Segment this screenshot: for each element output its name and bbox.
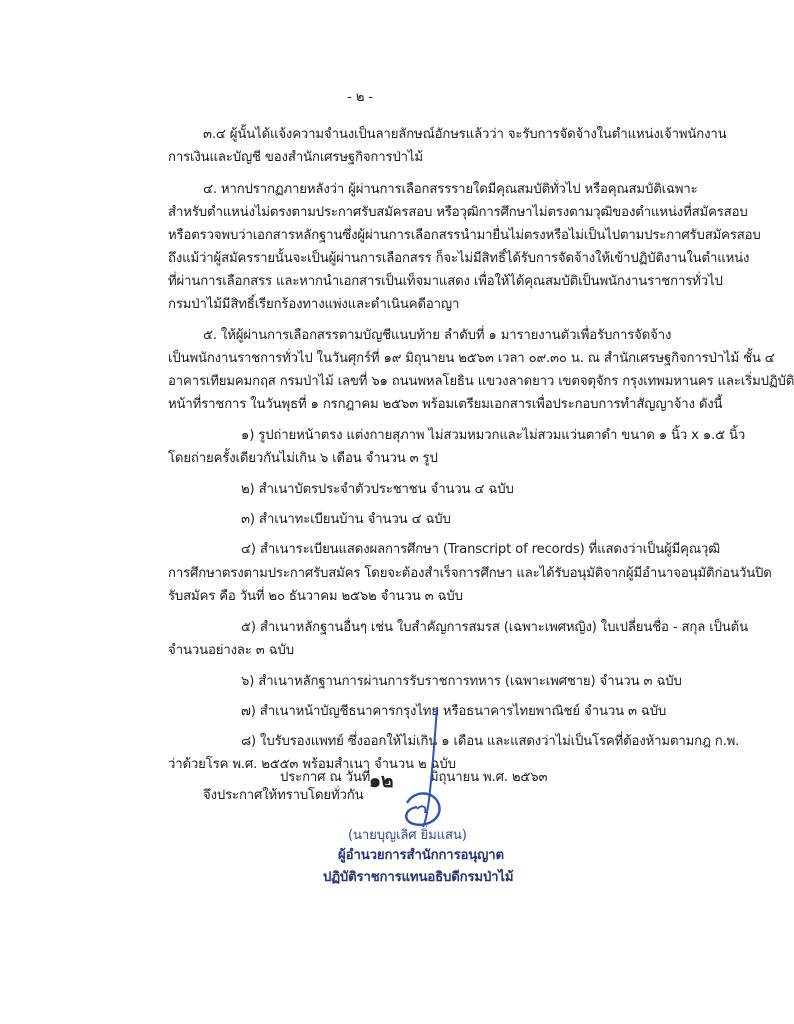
paragraph-line: กรมป่าไม้มีสิทธิ์เรียกร้องทางแพ่งและดำเนินคดีอาญา xyxy=(168,297,460,312)
page-number: - ๒ - xyxy=(347,90,373,105)
list-item: ๘) ใบรับรองแพทย์ ซึ่งออกให้ไม่เกิน ๑ เดือน และแสดงว่าไม่เป็นโรคที่ต้องห้ามตามกฎ ก.พ. xyxy=(241,734,740,749)
list-item: ๓) สำเนาทะเบียนบ้าน จำนวน ๔ ฉบับ xyxy=(241,512,451,527)
list-item: การศึกษาตรงตามประกาศรับสมัคร โดยจะต้องสำเร็จการศึกษา และได้รับอนุมัติจากผู้มีอำนาจอนุมัติก่อนวันปิด xyxy=(168,566,772,581)
list-item: ๔) สำเนาระเบียนแสดงผลการศึกษา (Transcript of records) ที่แสดงว่าเป็นผู้มีคุณวุฒิ xyxy=(241,542,720,557)
paragraph-line: ถึงแม้ว่าผู้สมัครรายนั้นจะเป็นผู้ผ่านการเลือกสรร ก็จะไม่มีสิทธิ์ได้รับการจัดจ้างให้เข้าปฏิบัติงานในตำแหน่ง xyxy=(168,251,750,266)
paragraph-line: หน้าที่ราชการ ในวันพุธที่ ๑ กรกฎาคม ๒๕๖๓ พร้อมเตรียมเอกสารเพื่อประกอบการทำสัญญาจ้าง ดังนี้ xyxy=(168,397,723,412)
paragraph-line: ๕. ให้ผู้ผ่านการเลือกสรรตามบัญชีแนบท้าย ลำดับที่ ๑ มารายงานตัวเพื่อรับการจัดจ้าง xyxy=(203,328,672,343)
list-item: จำนวนอย่างละ ๓ ฉบับ xyxy=(168,643,294,658)
date-prefix: ประกาศ ณ วันที่ xyxy=(280,770,371,785)
paragraph-line: ๔. หากปรากฏภายหลังว่า ผู้ผ่านการเลือกสรรรายใดมีคุณสมบัติทั่วไป หรือคุณสมบัติเฉพาะ xyxy=(203,182,698,197)
paragraph-line: เป็นพนักงานราชการทั่วไป ในวันศุกร์ที่ ๑๙ มิถุนายน ๒๕๖๓ เวลา ๐๙.๓๐ น. ณ สำนักเศรษฐกิจการป่าไม้ ชั้น ๔ xyxy=(168,351,775,366)
list-item: ๕) สำเนาหลักฐานอื่นๆ เช่น ใบสำคัญการสมรส (เฉพาะเพศหญิง) ใบเปลี่ยนชื่อ - สกุล เป็นต้น xyxy=(241,620,748,635)
list-item: โดยถ่ายครั้งเดียวกันไม่เกิน ๖ เดือน จำนวน ๓ รูป xyxy=(168,451,438,466)
paragraph-line: ๓.๔ ผู้นั้นได้แจ้งความจำนงเป็นลายลักษณ์อักษรแล้วว่า จะรับการจัดจ้างในตำแหน่งเจ้าพนักงาน xyxy=(203,127,727,142)
date-day: ๑๒ xyxy=(369,770,394,792)
closing-line: จึงประกาศให้ทราบโดยทั่วกัน xyxy=(203,788,364,803)
signature-mark xyxy=(395,705,465,835)
signatory-title: ผู้อำนวยการสำนักการอนุญาต xyxy=(338,848,504,863)
date-suffix: มิถุนายน พ.ศ. ๒๕๖๓ xyxy=(430,770,548,785)
list-item: ๒) สำเนาบัตรประจำตัวประชาชน จำนวน ๔ ฉบับ xyxy=(241,482,514,497)
paragraph-line: หรือตรวจพบว่าเอกสารหลักฐานซึ่งผู้ผ่านการเลือกสรรนำมายื่นไม่ตรงหรือไม่เป็นไปตามประกาศรับสมัครสอบ xyxy=(168,228,761,243)
paragraph-line: อาคารเทียมคมกฤส กรมป่าไม้ เลขที่ ๖๑ ถนนพหลโยธิน แขวงลาดยาว เขตจตุจักร กรุงเทพมหานคร และเริ่มปฏิบัติ xyxy=(168,374,794,389)
list-item: ๗) สำเนาหน้าบัญชีธนาคารกรุงไทย หรือธนาคารไทยพาณิชย์ จำนวน ๓ ฉบับ xyxy=(241,704,667,719)
list-item: ว่าด้วยโรค พ.ศ. ๒๕๕๓ พร้อมสำเนา จำนวน ๒ ฉบับ xyxy=(168,757,456,772)
paragraph-line: การเงินและบัญชี ของสำนักเศรษฐกิจการป่าไม้ xyxy=(168,150,423,165)
signatory-name: (นายบุญเลิศ ยิ่มแสน) xyxy=(348,828,467,843)
paragraph-line: ที่ผ่านการเลือกสรร และหากนำเอกสารเป็นเท็จมาแสดง เพื่อให้ได้คุณสมบัติเป็นพนักงานราชการทั่วไป xyxy=(168,274,723,289)
list-item: ๖) สำเนาหลักฐานการผ่านการรับราชการทหาร (เฉพาะเพศชาย) จำนวน ๓ ฉบับ xyxy=(241,674,682,689)
signatory-acting-title: ปฏิบัติราชการแทนอธิบดีกรมป่าไม้ xyxy=(323,870,514,885)
list-item: ๑) รูปถ่ายหน้าตรง แต่งกายสุภาพ ไม่สวมหมวกและไม่สวมแว่นตาดำ ขนาด ๑ นิ้ว x ๑.๕ นิ้ว xyxy=(241,428,746,443)
list-item: รับสมัคร คือ วันที่ ๒๐ ธันวาคม ๒๕๖๒ จำนวน ๓ ฉบับ xyxy=(168,589,463,604)
paragraph-line: สำหรับตำแหน่งไม่ตรงตามประกาศรับสมัครสอบ หรือวุฒิการศึกษาไม่ตรงตามวุฒิของตำแหน่งที่สมัครสอบ xyxy=(168,205,748,220)
